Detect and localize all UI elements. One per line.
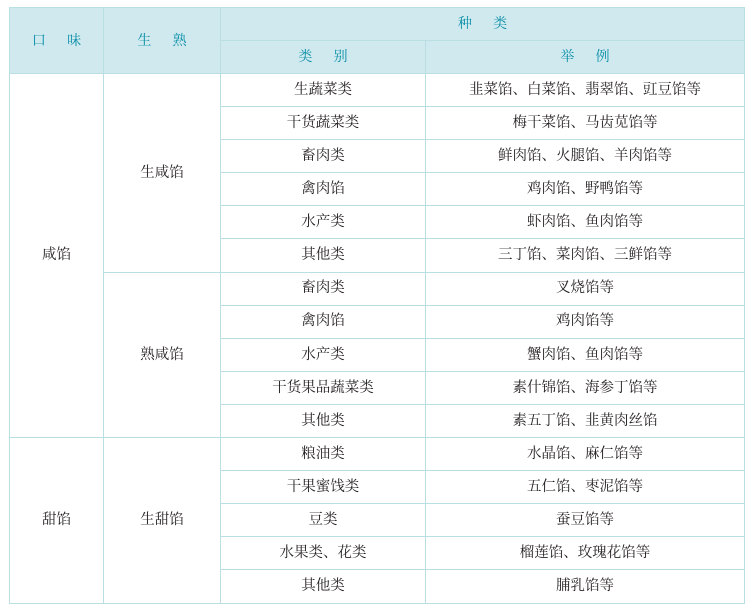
category-cell: 其他类 [221, 404, 426, 437]
filling-table-container [9, 7, 745, 604]
category-cell: 粮油类 [221, 438, 426, 471]
header-flavor: 口 味 [10, 8, 104, 74]
header-kind: 种 类 [221, 8, 745, 41]
category-cell: 水果类、花类 [221, 537, 426, 570]
examples-cell: 虾肉馅、鱼肉馅等 [426, 206, 745, 239]
table-body [10, 74, 745, 604]
category-cell: 禽肉馅 [221, 173, 426, 206]
examples-cell: 梅干菜馅、马齿苋馅等 [426, 107, 745, 140]
doneness-cell: 生甜馅 [104, 438, 221, 603]
examples-cell: 蟹肉馅、鱼肉馅等 [426, 338, 745, 371]
header-doneness: 生 熟 [104, 8, 221, 74]
examples-cell: 水晶馅、麻仁馅等 [426, 438, 745, 471]
category-cell: 畜肉类 [221, 272, 426, 305]
category-cell: 水产类 [221, 206, 426, 239]
header-category: 类 别 [221, 41, 426, 74]
examples-cell: 鲜肉馅、火腿馅、羊肉馅等 [426, 140, 745, 173]
table-row [10, 272, 745, 305]
category-cell: 畜肉类 [221, 140, 426, 173]
category-cell: 生蔬菜类 [221, 74, 426, 107]
doneness-cell: 熟咸馅 [104, 272, 221, 437]
filling-classification-table [9, 7, 745, 604]
table-row [10, 438, 745, 471]
examples-cell: 脯乳馅等 [426, 570, 745, 603]
examples-cell: 榴莲馅、玫瑰花馅等 [426, 537, 745, 570]
category-cell: 干货果品蔬菜类 [221, 371, 426, 404]
examples-cell: 素什锦馅、海参丁馅等 [426, 371, 745, 404]
category-cell: 禽肉馅 [221, 305, 426, 338]
examples-cell: 鸡肉馅、野鸭馅等 [426, 173, 745, 206]
examples-cell: 素五丁馅、韭黄肉丝馅 [426, 404, 745, 437]
table-header [10, 8, 745, 74]
examples-cell: 蚕豆馅等 [426, 504, 745, 537]
header-examples: 举 例 [426, 41, 745, 74]
category-cell: 干货蔬菜类 [221, 107, 426, 140]
doneness-cell: 生咸馅 [104, 74, 221, 273]
examples-cell: 五仁馅、枣泥馅等 [426, 471, 745, 504]
examples-cell: 叉烧馅等 [426, 272, 745, 305]
category-cell: 其他类 [221, 570, 426, 603]
table-row [10, 74, 745, 107]
examples-cell: 三丁馅、菜肉馅、三鲜馅等 [426, 239, 745, 272]
examples-cell: 鸡肉馅等 [426, 305, 745, 338]
flavor-cell: 甜馅 [10, 438, 104, 603]
category-cell: 其他类 [221, 239, 426, 272]
category-cell: 豆类 [221, 504, 426, 537]
examples-cell: 韭菜馅、白菜馅、翡翠馅、豇豆馅等 [426, 74, 745, 107]
category-cell: 水产类 [221, 338, 426, 371]
flavor-cell: 咸馅 [10, 74, 104, 438]
category-cell: 干果蜜饯类 [221, 471, 426, 504]
